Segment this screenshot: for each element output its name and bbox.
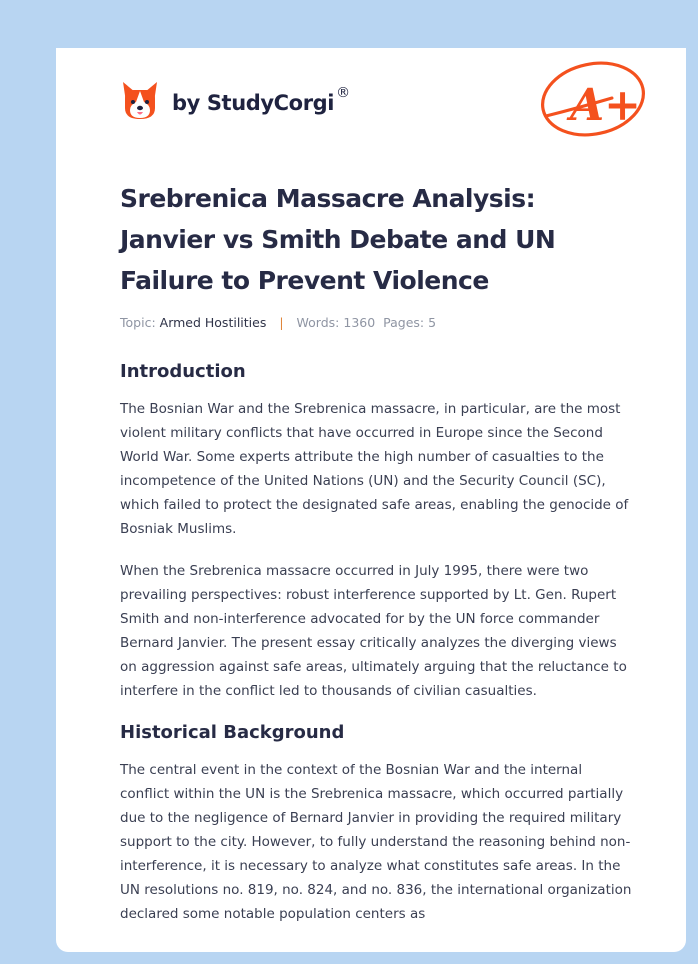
paragraph: The Bosnian War and the Srebrenica massacre, in particular, are the most violent military conflicts that have occurred in Europe since the Second World War. Some experts attribute the high number of casualties to the incompetence of the United Nations (UN) and the Security Council (SC), which failed to protect the designated safe areas, enabling the genocide of Bosniak Muslims.: [120, 401, 629, 537]
grade-text: A+: [570, 80, 642, 131]
topic-label: Topic:: [120, 315, 156, 330]
paragraph: The central event in the context of the Bosnian War and the internal conflict within the UN is the Srebrenica massacre, which occurred partially due to the negligence of Bernard Janvier in providing the required military support to the city. However, to fully understand the reasoning behind non-interference, it is necessary to analyze what constitutes safe areas. In the UN resolutions no. 819, no. 824, and no. 836, the international organization declared some notable population centers as: [120, 762, 632, 922]
a-plus-icon: [538, 58, 650, 142]
section-heading-introduction: Introduction: [120, 361, 246, 382]
article-title: Srebrenica Massacre Analysis: Janvier vs Smith Debate and UN Failure to Prevent Violence: [120, 184, 556, 295]
a-plus-grade-badge: [538, 58, 650, 142]
topic-link[interactable]: Armed Hostilities: [159, 315, 267, 330]
registered-mark: ®: [336, 85, 350, 101]
words-label: Words:: [296, 315, 340, 330]
corgi-logo-icon: [120, 78, 160, 122]
meta-separator: |: [279, 315, 284, 330]
pages-count: 5: [428, 315, 437, 330]
document-card: [56, 48, 686, 952]
paragraph: When the Srebrenica massacre occurred in July 1995, there were two prevailing perspectives: robust interference supported by Lt. Gen. Rupert Smith and non-interference advocated for by the UN force commander Bernard Janvier. The present essay critically analyzes the diverging views on aggression against safe areas, ultimately arguing that the reluctance to interfere in the conflict led to thousands of civilian casualties.: [120, 563, 627, 699]
article-meta: [120, 314, 632, 332]
pages-label: Pages:: [383, 315, 425, 330]
section-heading-historical-background: Historical Background: [120, 722, 345, 743]
brand-name: by StudyCorgi ®: [172, 85, 350, 115]
words-count: 1360: [343, 315, 376, 330]
studycorgi-logo[interactable]: [120, 76, 350, 124]
article-content: [120, 178, 632, 926]
